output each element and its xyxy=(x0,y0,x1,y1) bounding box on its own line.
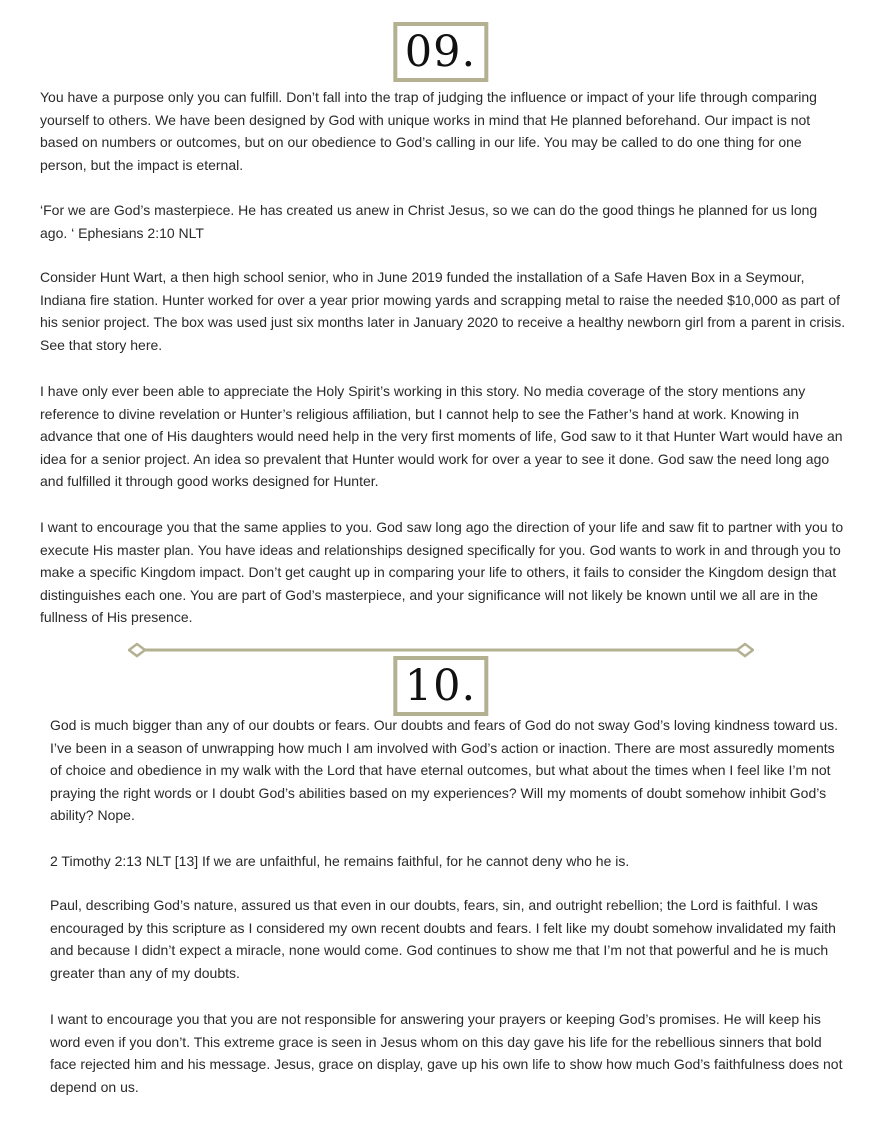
section-number-10: 10. xyxy=(393,656,488,716)
divider-diamond-right xyxy=(737,644,753,656)
paragraph-10-3: Paul, describing God’s nature, assured us that even in our doubts, fears, sin, and outright rebellion; the Lord is faithful. I was encouraged by this scripture as I considered my own recent doubts and fears. I felt like my doubt somehow invalidated my faith and because I didn’t expect a miracle, none would come. God continues to show me that I’m not that powerful and he is much greater than any of my doubts. xyxy=(50,897,836,981)
paragraph-09-2-scripture: ‘For we are God’s masterpiece. He has created us anew in Christ Jesus, so we can do the good things he planned for us long ago. ‘ Ephesians 2:10 NLT xyxy=(40,202,818,241)
section-number-09: 09. xyxy=(393,22,488,82)
paragraph-09-3: Consider Hunt Wart, a then high school senior, who in June 2019 funded the installation of a Safe Haven Box in a Seymour, Indiana fire station. Hunter worked for over a year prior mowing yards and scrapping metal to raise the needed $10,000 as part of his senior project. The box was used just six months later in January 2020 to receive a healthy newborn girl from a parent in crisis. See that story here. xyxy=(40,269,846,353)
paragraph-09-5: I want to encourage you that the same applies to you. God saw long ago the direction of your life and saw fit to partner with you to execute His master plan. You have ideas and relationships designed specifically for you. God wants to work in and through you to make a specific Kingdom impact. Don’t get caught up in comparing your life to others, it fails to consider the Kingdom design that distinguishes each one. You are part of God’s masterpiece, and your significance will not likely be known until we all are in the fullness of His presence. xyxy=(40,519,844,625)
paragraph-10-1: God is much bigger than any of our doubts or fears. Our doubts and fears of God do not sway God’s loving kindness toward us. I’ve been in a season of unwrapping how much I am involved with God’s action or inaction. There are most assuredly moments of choice and obedience in my walk with the Lord that have eternal outcomes, but what about the times when I feel like I’m not praying the right words or I doubt God’s abilities based on my experiences? Will my moments of doubt somehow inhibit God’s ability? Nope. xyxy=(50,717,839,823)
paragraph-10-4: I want to encourage you that you are not responsible for answering your prayers or keeping God’s promises. He will keep his word even if you don’t. This extreme grace is seen in Jesus whom on this day gave his life for the rebellious sinners that bold face rejected him and his message. Jesus, grace on display, gave up his own life to show how much God’s faithfulness does not depend on us. xyxy=(50,1011,843,1095)
paragraph-09-1: You have a purpose only you can fulfill. Don’t fall into the trap of judging the influence or impact of your life through comparing yourself to others. We have been designed by God with unique works in mind that He planned beforehand. Our impact is not based on numbers or outcomes, but on our obedience to God’s calling in our life. You may be called to do one thing for one person, but the impact is eternal. xyxy=(40,89,817,173)
divider-diamond-left xyxy=(129,644,145,656)
paragraph-09-4: I have only ever been able to appreciate the Holy Spirit’s working in this story. No media coverage of the story mentions any reference to divine revelation or Hunter’s religious affiliation, but I cannot help to see the Father’s hand at work. Knowing in advance that one of His daughters would need help in the very first moments of life, God saw to it that Hunter Wart would have an idea for a senior project. An idea so prevalent that Hunter would work for over a year to see it done. God saw the need long ago and fulfilled it through good works designed for Hunter. xyxy=(40,383,843,489)
paragraph-10-2-scripture: 2 Timothy 2:13 NLT [13] If we are unfaithful, he remains faithful, for he cannot deny who he is. xyxy=(50,853,630,869)
